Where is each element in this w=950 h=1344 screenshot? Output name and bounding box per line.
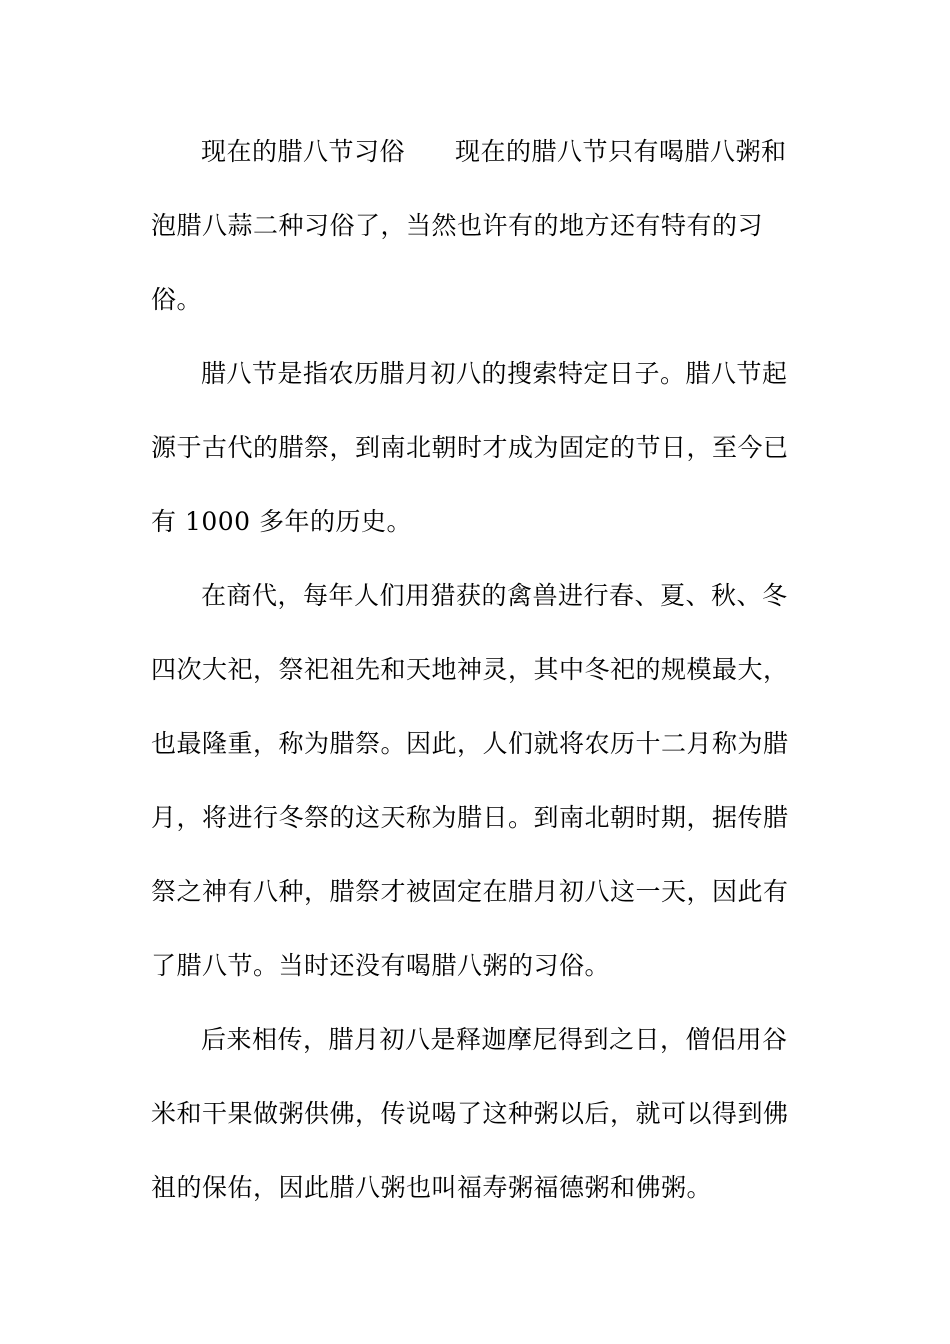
paragraph-2 [151,337,791,559]
paragraph-line: 俗。 [151,285,203,314]
paragraph-line: 后来相传，腊月初八是释迦摩尼得到之日，僧侣用谷 [201,1025,788,1054]
paragraph-1 [151,115,791,337]
document-body [151,115,791,1225]
paragraph-line: 四次大祀，祭祀祖先和天地神灵，其中冬祀的规模最大， [151,655,789,684]
paragraph-line: 在商代，每年人们用猎获的禽兽进行春、夏、秋、冬 [201,581,788,610]
paragraph-line: 源于古代的腊祭，到南北朝时才成为固定的节日，至今已 [151,433,789,462]
paragraph-line: 泡腊八蒜二种习俗了，当然也许有的地方还有特有的习 [151,211,764,240]
paragraph-line: 有 1000 多年的历史。 [151,507,413,536]
paragraph-line: 月，将进行冬祭的这天称为腊日。到南北朝时期，据传腊 [151,803,789,832]
paragraph-line: 了腊八节。当时还没有喝腊八粥的习俗。 [151,951,611,980]
paragraph-line: 祖的保佑，因此腊八粥也叫福寿粥福德粥和佛粥。 [151,1173,713,1202]
document-title: 现在的腊八节习俗 [201,137,406,166]
paragraph-line: 祭之神有八种，腊祭才被固定在腊月初八这一天，因此有 [151,877,789,906]
paragraph-4 [151,1003,791,1225]
paragraph-line: 米和干果做粥供佛，传说喝了这种粥以后，就可以得到佛 [151,1099,789,1128]
paragraph-3 [151,559,791,1003]
paragraph-line [151,115,791,189]
paragraph-line: 腊八节是指农历腊月初八的搜索特定日子。腊八节起 [201,359,788,388]
paragraph-text: 现在的腊八节只有喝腊八粥和 [455,137,787,166]
paragraph-line: 也最隆重，称为腊祭。因此，人们就将农历十二月称为腊 [151,729,789,758]
